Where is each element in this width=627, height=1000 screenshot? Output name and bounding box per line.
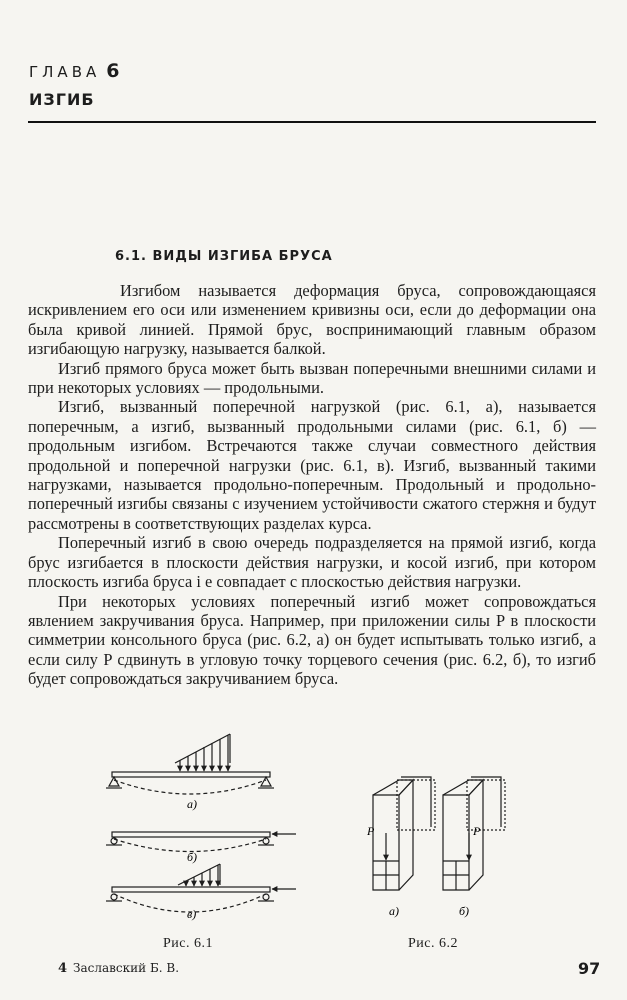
beam-c <box>106 864 296 912</box>
paragraph-1: Изгибом называется деформация бруса, сопровождающаяся искривлением его оси или изменением кривизны оси, если до деформации она была кривой линией. Прямой брус, воспринимающий главным образом изгибающую нагрузку, называется балкой. <box>28 281 596 359</box>
fig1-label-c: в) <box>187 907 197 921</box>
beam-b <box>106 832 296 852</box>
author-name: Заславский Б. В. <box>73 961 180 975</box>
fig2-force-label-a: P <box>367 824 375 838</box>
figure-6-1 <box>100 730 300 935</box>
body-text <box>28 281 596 689</box>
figure-6-2 <box>355 765 525 930</box>
fig1-label-b: б) <box>187 850 198 864</box>
chapter-word: ГЛАВА <box>29 63 101 81</box>
beam-a <box>106 734 274 794</box>
fig2-label-a: а) <box>389 904 399 918</box>
paragraph-3: Изгиб, вызванный поперечной нагрузкой (рис. 6.1, а), называется поперечным, а изгиб, вызванный продольными силами (рис. 6.1, б) — продольным изгибом. Встречаются также случаи совместного действия продольной и поперечной нагрузки (рис. 6.1, в). Изгиб, вызванный такими нагрузками, называется продольно-поперечным. Продольный и продольно-поперечный изгибы связаны с изучением устойчивости сжатого стержня и будут рассмотрены в соответствующих разделах курса. <box>28 397 596 533</box>
figure-6-2-caption: Рис. 6.2 <box>408 936 458 951</box>
paragraph-2: Изгиб прямого бруса может быть вызван поперечными внешними силами и при некоторых условиях — продольными. <box>28 358 596 398</box>
paragraph-4: Поперечный изгиб в свою очередь подразделяется на прямой изгиб, когда брус изгибается в плоскости действия нагрузки, и косой изгиб, при котором плоскость изгиба бруса і е совпадает с плоскостью действия нагрузки. <box>28 533 596 592</box>
chapter-number: 6 <box>106 60 120 82</box>
chapter-label <box>29 60 119 82</box>
paragraph-5: При некоторых условиях поперечный изгиб может сопровождаться явлением закручивания бруса. Например, при приложении силы P в плоскости симметрии консольного бруса (рис. 6.2, а) он будет испытывать только изгиб, а если силу P сдвинуть в угловую точку торцевого сечения (рис. 6.2, б), то изгиб будет сопровождаться закручиванием бруса. <box>28 591 596 689</box>
fig2-force-label-b: P <box>473 824 481 838</box>
signature-number: 4 <box>58 961 68 976</box>
chapter-title: ИЗГИБ <box>29 90 95 109</box>
fig2-label-b: б) <box>459 904 470 918</box>
cantilever-a <box>373 777 435 890</box>
footer-signature <box>58 961 179 976</box>
fig1-label-a: а) <box>187 797 197 811</box>
section-heading: 6.1. ВИДЫ ИЗГИБА БРУСА <box>115 249 333 264</box>
figure-6-1-caption: Рис. 6.1 <box>163 936 213 951</box>
page-number: 97 <box>578 959 601 978</box>
header-rule <box>28 121 596 123</box>
